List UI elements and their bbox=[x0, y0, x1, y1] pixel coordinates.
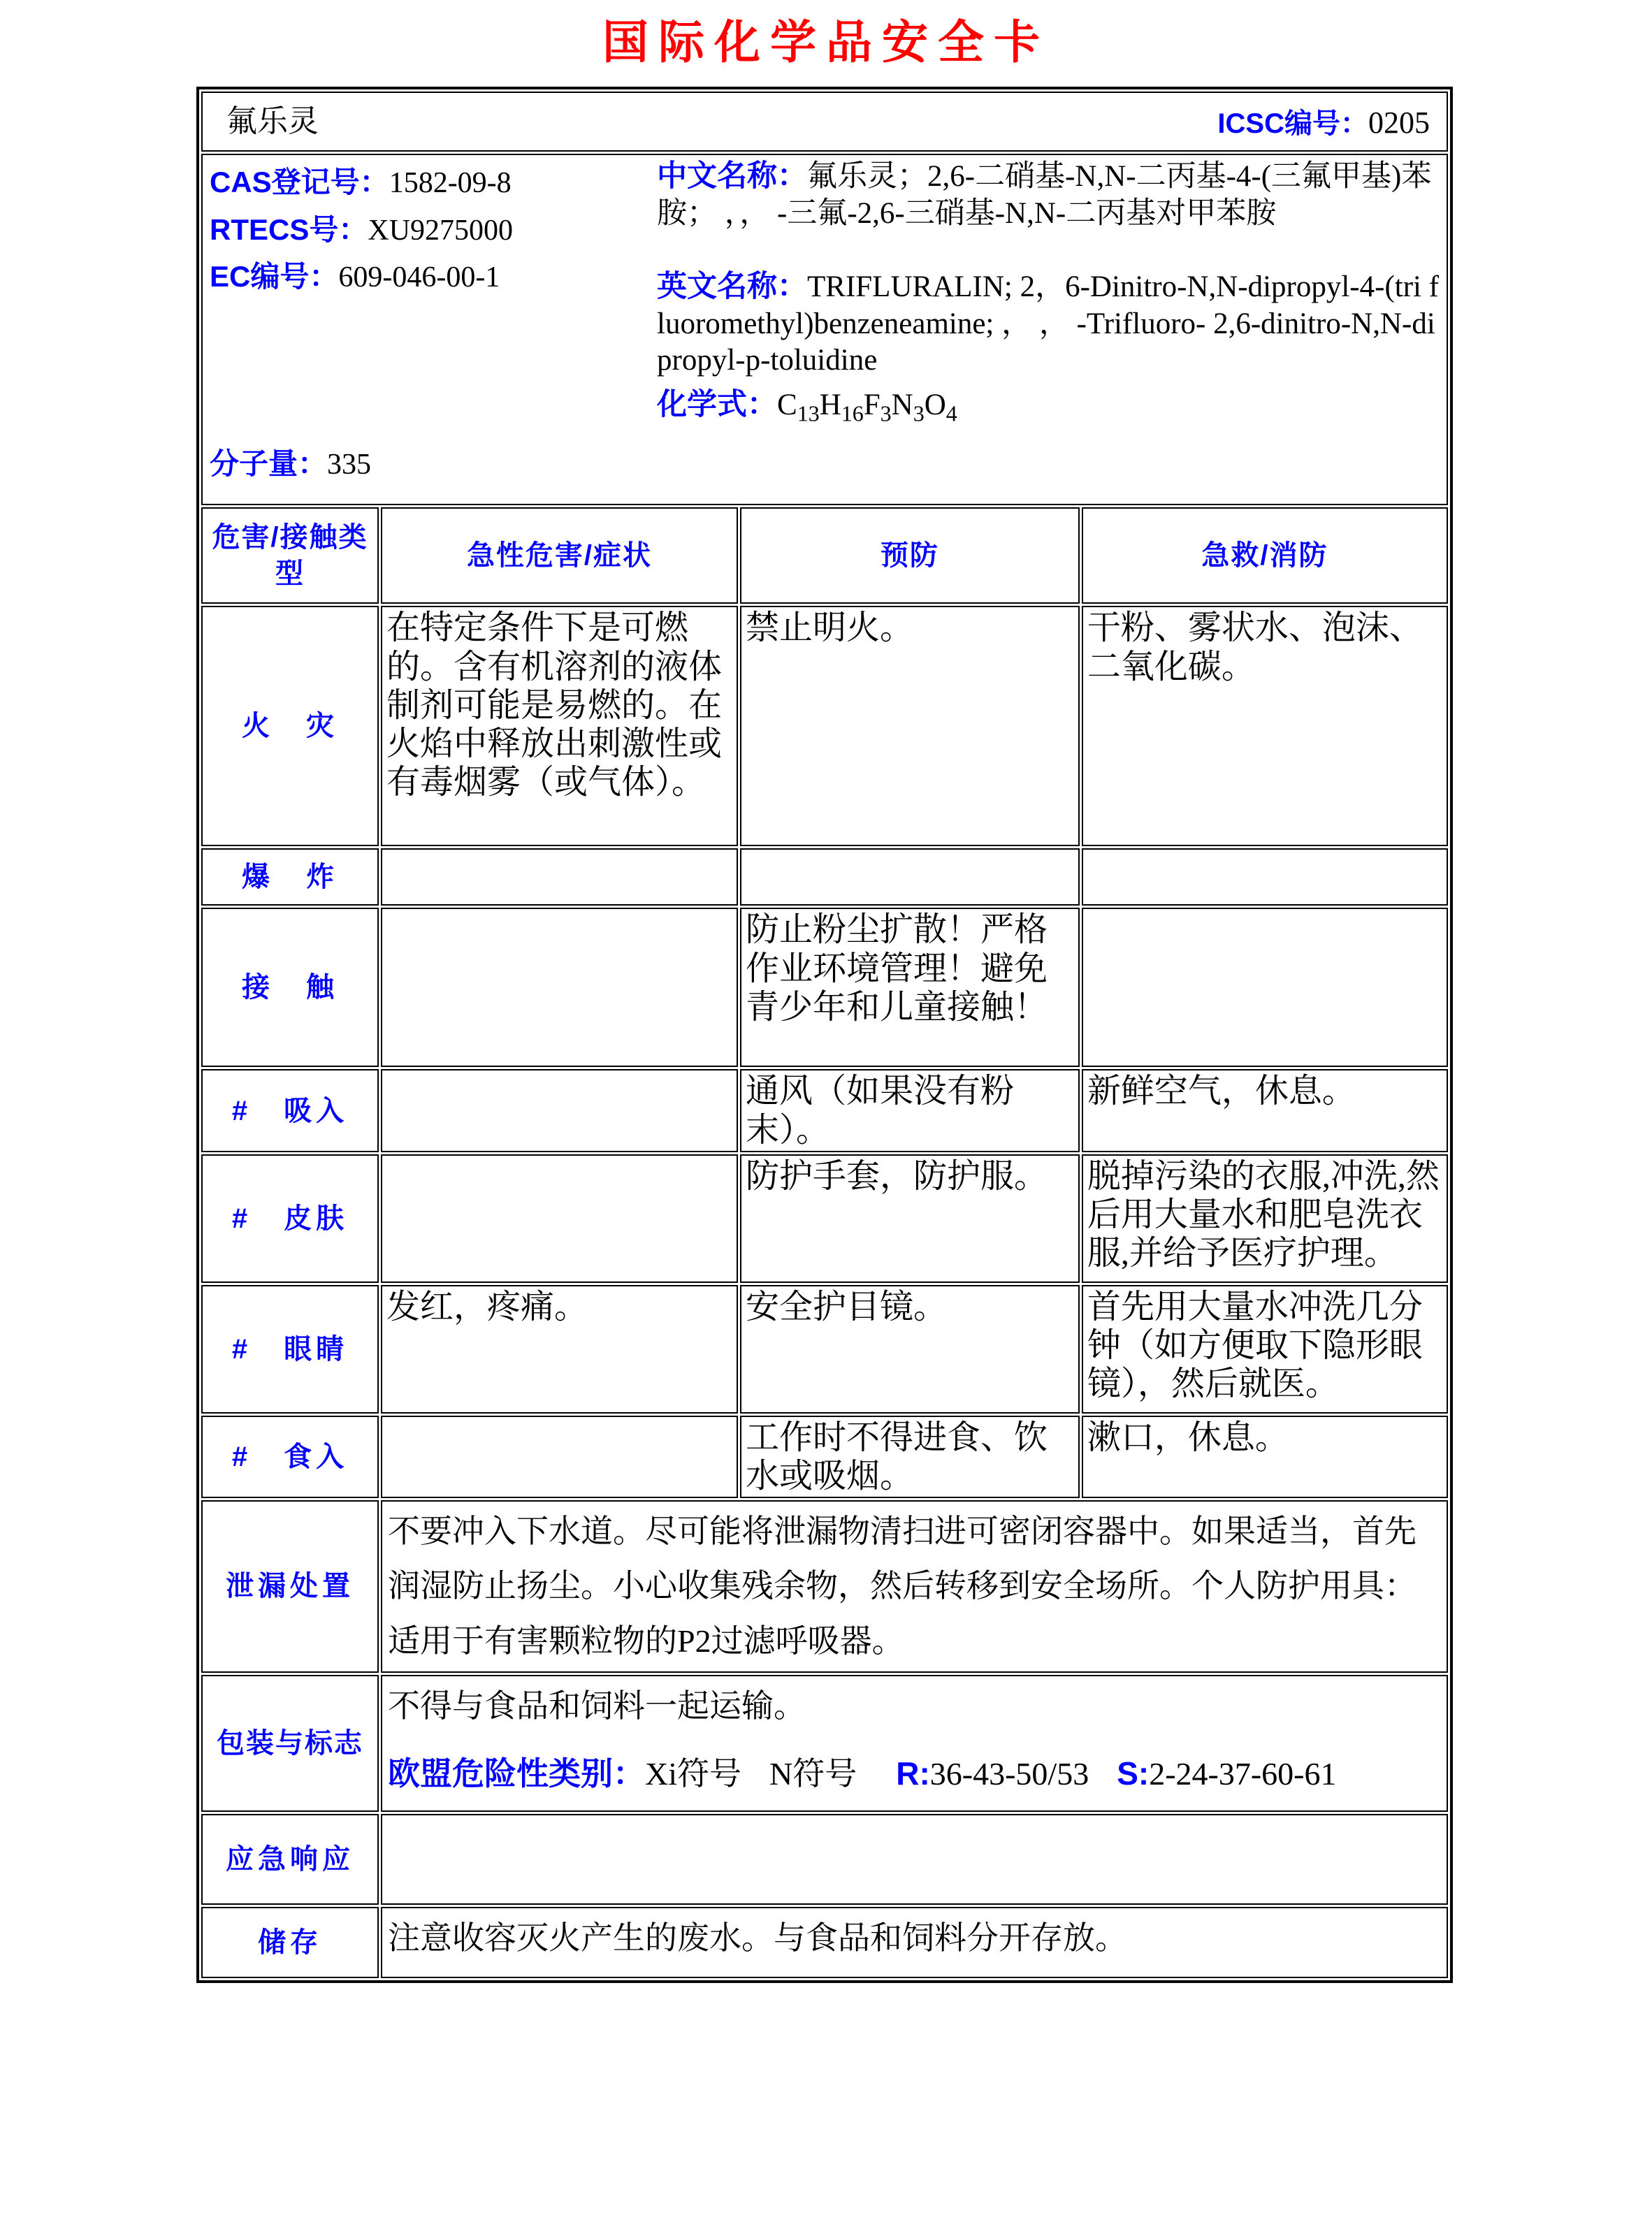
inhalation-symptoms bbox=[381, 1069, 738, 1152]
english-name-paragraph bbox=[657, 268, 1441, 379]
eu-n-symbol: N符号 bbox=[769, 1755, 857, 1792]
hazard-header-row bbox=[201, 507, 1448, 604]
hazard-row-inhalation bbox=[201, 1069, 1448, 1152]
skin-prevention: 防护手套，防护服。 bbox=[740, 1154, 1080, 1283]
rtecs-number-line bbox=[210, 207, 657, 254]
hazard-row-exposure bbox=[201, 908, 1448, 1067]
section-label-packaging: 包装与标志 bbox=[201, 1675, 379, 1812]
rtecs-value: XU9275000 bbox=[368, 214, 514, 247]
inhalation-first-aid: 新鲜空气，休息。 bbox=[1082, 1069, 1448, 1152]
fire-first-aid: 干粉、雾状水、泡沫、二氧化碳。 bbox=[1082, 606, 1448, 846]
page-title: 国际化学品安全卡 bbox=[602, 16, 1050, 68]
chinese-name-label: 中文名称： bbox=[657, 159, 807, 194]
eu-xi-symbol: Xi符号 bbox=[645, 1755, 741, 1792]
chinese-name-paragraph bbox=[657, 158, 1441, 232]
ingestion-symptoms bbox=[381, 1416, 738, 1498]
chemical-formula: $C_{13}H_{16}F_3N_3O_4$ bbox=[777, 388, 957, 426]
card-header-cell bbox=[201, 92, 1448, 152]
row-label-fire: 火 灾 bbox=[201, 606, 379, 846]
molecular-weight-value: 335 bbox=[327, 449, 372, 481]
cas-value: 1582-09-8 bbox=[389, 167, 512, 200]
rtecs-label: RTECS号： bbox=[210, 212, 368, 246]
exposure-first-aid bbox=[1082, 908, 1448, 1067]
packaging-content bbox=[381, 1675, 1448, 1812]
eu-classification-line bbox=[388, 1746, 1440, 1801]
exposure-symptoms bbox=[381, 908, 738, 1067]
ec-label: EC编号： bbox=[210, 260, 339, 293]
header-hazard-type: 危害/接触类型 bbox=[201, 507, 379, 604]
eyes-prevention: 安全护目镜。 bbox=[740, 1285, 1080, 1414]
hazard-row-fire bbox=[201, 606, 1448, 846]
section-label-spillage: 泄漏处置 bbox=[201, 1500, 379, 1673]
ec-number-line bbox=[210, 254, 657, 300]
identity-row bbox=[201, 154, 1448, 505]
cas-label: CAS登记号： bbox=[210, 166, 389, 199]
row-label-exposure: 接 触 bbox=[201, 908, 379, 1067]
icsc-label: ICSC编号： bbox=[1217, 108, 1368, 139]
row-label-inhalation: # 吸入 bbox=[201, 1069, 379, 1152]
header-symptoms: 急性危害/症状 bbox=[381, 507, 738, 604]
explosion-first-aid bbox=[1082, 848, 1448, 906]
section-row-spillage bbox=[201, 1500, 1448, 1673]
identifier-block bbox=[207, 157, 657, 492]
ec-value: 609-046-00-1 bbox=[338, 261, 500, 294]
explosion-symptoms bbox=[381, 848, 738, 906]
molecular-weight-label: 分子量： bbox=[210, 447, 328, 481]
eu-r-label: R: bbox=[896, 1755, 930, 1792]
eu-r-value: 36-43-50/53 bbox=[929, 1755, 1089, 1792]
ingestion-prevention: 工作时不得进食、饮水或吸烟。 bbox=[740, 1416, 1080, 1498]
eyes-symptoms: 发红，疼痛。 bbox=[381, 1285, 738, 1414]
hazard-row-explosion bbox=[201, 848, 1448, 906]
icsc-number-group bbox=[1217, 103, 1430, 141]
inhalation-prevention: 通风（如果没有粉末）。 bbox=[740, 1069, 1080, 1152]
icsc-number: 0205 bbox=[1368, 105, 1430, 140]
skin-symptoms bbox=[381, 1154, 738, 1283]
formula-line bbox=[657, 386, 1441, 428]
packaging-transport-note: 不得与食品和饲料一起运输。 bbox=[388, 1687, 806, 1724]
section-row-emergency bbox=[201, 1814, 1448, 1905]
row-label-explosion: 爆 炸 bbox=[201, 848, 379, 906]
safety-card bbox=[196, 87, 1453, 1982]
row-label-eyes: # 眼睛 bbox=[201, 1285, 379, 1414]
english-name-label: 英文名称： bbox=[657, 270, 807, 304]
hazard-row-ingestion bbox=[201, 1416, 1448, 1498]
english-name-value: TRIFLURALIN; 2，6-Dinitro-N,N-dipropyl-4-(tri fluoromethyl)benzeneamine; ， ， -Trifluoro- 2,6-dinitro-N,N-dipropyl-p-toluidine bbox=[657, 270, 1440, 377]
skin-first-aid: 脱掉污染的衣服,冲洗,然后用大量水和肥皂洗衣服,并给予医疗护理。 bbox=[1082, 1154, 1448, 1283]
hazard-row-skin bbox=[201, 1154, 1448, 1283]
substance-name: 氟乐灵 bbox=[226, 104, 319, 139]
eu-s-value: 2-24-37-60-61 bbox=[1149, 1755, 1337, 1792]
chinese-name-value: 氟乐灵；2,6-二硝基-N,N-二丙基-4-(三氟甲基)苯胺； ，， -三氟-2,6-三硝基-N,N-二丙基对甲苯胺 bbox=[657, 160, 1432, 230]
explosion-prevention bbox=[740, 848, 1080, 906]
emergency-content bbox=[381, 1814, 1448, 1905]
header-first-aid: 急救/消防 bbox=[1082, 507, 1448, 604]
formula-label: 化学式： bbox=[657, 387, 777, 421]
eu-s-label: S: bbox=[1117, 1755, 1150, 1792]
section-label-emergency: 应急响应 bbox=[201, 1814, 379, 1905]
card-header-row bbox=[201, 92, 1448, 152]
names-block bbox=[657, 157, 1442, 492]
hazard-row-eyes bbox=[201, 1285, 1448, 1414]
exposure-prevention: 防止粉尘扩散！严格作业环境管理！避免青少年和儿童接触！ bbox=[740, 908, 1080, 1067]
molecular-weight-line bbox=[210, 441, 657, 488]
cas-number-line bbox=[210, 159, 657, 206]
row-label-ingestion: # 食入 bbox=[201, 1416, 379, 1498]
eu-class-label: 欧盟危险性类别： bbox=[388, 1755, 645, 1792]
card-table bbox=[199, 89, 1450, 1980]
section-row-packaging bbox=[201, 1675, 1448, 1812]
section-row-storage bbox=[201, 1907, 1448, 1978]
section-label-storage: 储存 bbox=[201, 1907, 379, 1978]
spillage-content: 不要冲入下水道。尽可能将泄漏物清扫进可密闭容器中。如果适当，首先润湿防止扬尘。小心收集残余物，然后转移到安全场所。个人防护用具：适用于有害颗粒物的P2过滤呼吸器。 bbox=[381, 1500, 1448, 1673]
eyes-first-aid: 首先用大量水冲洗几分钟（如方便取下隐形眼镜），然后就医。 bbox=[1082, 1285, 1448, 1414]
row-label-skin: # 皮肤 bbox=[201, 1154, 379, 1283]
fire-symptoms: 在特定条件下是可燃的。含有机溶剂的液体制剂可能是易燃的。在火焰中释放出刺激性或有毒烟雾（或气体）。 bbox=[381, 606, 738, 846]
fire-prevention: 禁止明火。 bbox=[740, 606, 1080, 846]
storage-content: 注意收容灭火产生的废水。与食品和饲料分开存放。 bbox=[381, 1907, 1448, 1978]
ingestion-first-aid: 漱口，休息。 bbox=[1082, 1416, 1448, 1498]
identity-cell bbox=[201, 154, 1448, 505]
header-prevention: 预防 bbox=[740, 507, 1080, 604]
